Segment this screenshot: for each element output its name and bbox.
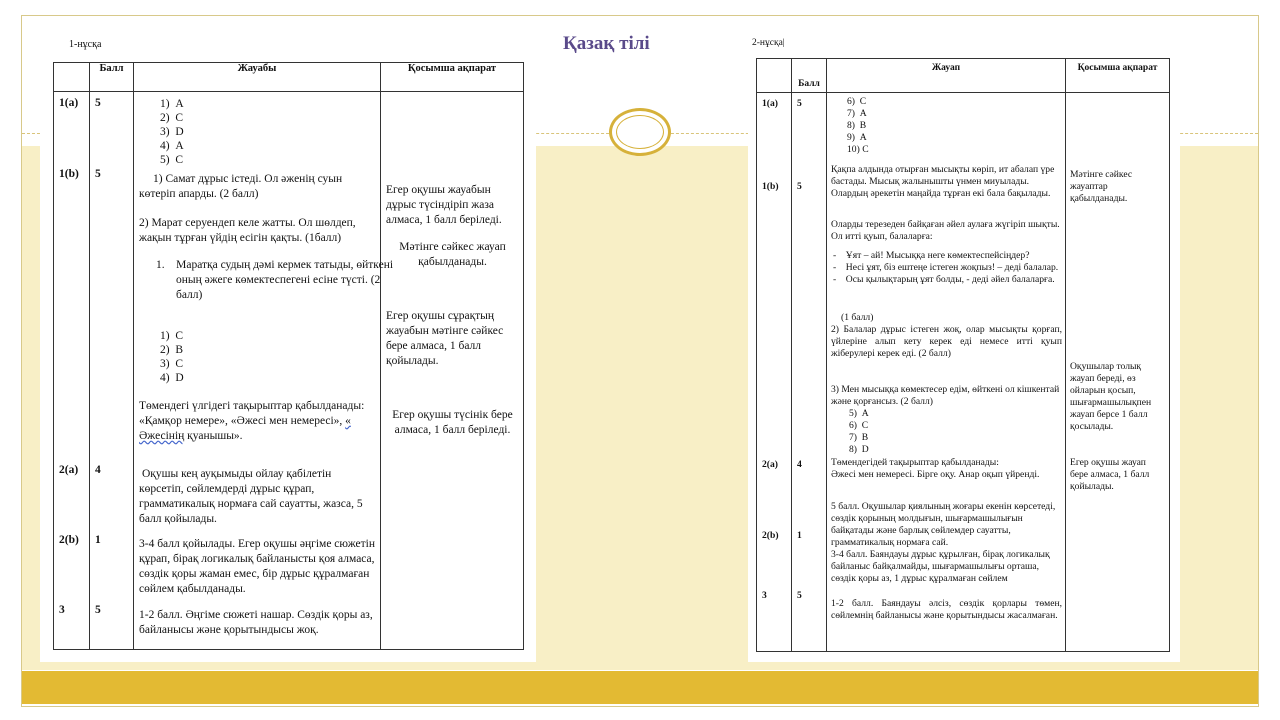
answer-text: 1) Самат дұрыс істеді. Ол әженің суын көтеріп апарды. (2 балл) <box>139 173 343 200</box>
ornament-ring <box>609 108 671 156</box>
list-item: 5) A <box>849 408 869 419</box>
list-item: 2) B <box>160 344 184 356</box>
header-cell: Қосымша ақпарат <box>381 63 524 92</box>
topics-text: Төмендегі үлгідегі тақырыптар қабылданады: «Қамқор немере», «Әжесі мен немересі», « Әжесінің қуанышы». <box>139 400 365 442</box>
points: 5 <box>797 181 802 192</box>
extra-info: Мәтінге сәйкес жауаптар қабылданады. <box>1070 169 1133 204</box>
rubric-text: 1-2 балл. Баяндауы әлсіз, сөздік қорлары төмен, сөйлемнің байланысы және қорытындысы жасалмаған. <box>831 598 1062 621</box>
answer-list-2 <box>160 329 184 385</box>
list-item: 6) C <box>847 96 867 107</box>
answer-text: 1. Маратқа судың дәмі кермек татыды, өйткені оның әжеге көмектеспегені есіне түсті. (2 балл) <box>156 259 394 301</box>
points: 5 <box>95 604 101 616</box>
list-item: - Несі ұят, біз ештеңе істеген жоқпыз! – деді балалар. <box>833 261 1059 273</box>
list-item: 8) D <box>849 444 869 455</box>
list-item: 9) A <box>847 132 867 143</box>
list-item: 10) C <box>847 144 869 155</box>
extra-info-column <box>381 92 524 650</box>
answer-table-1 <box>53 62 524 650</box>
header-cell: Балл <box>792 59 827 93</box>
task-id-column <box>54 92 90 650</box>
extra-info: Оқушылар толық жауап береді, өз ойларын қосып, шығармашылықпен жауап берсе 1 балл қосылады. <box>1070 361 1152 432</box>
task-id: 3 <box>59 604 65 616</box>
points-column <box>90 92 134 650</box>
extra-info: Егер оқушы сұрақтың жауабын мәтінге сәйкес бере алмаса, 1 балл қойылады. <box>386 310 504 367</box>
header-cell: Балл <box>90 63 134 92</box>
variant-label: 1-нұсқа <box>69 39 102 50</box>
footer-bar <box>22 671 1258 704</box>
task-id: 2(a) <box>59 464 79 476</box>
answer-list-1 <box>847 96 869 156</box>
list-item: 1) C <box>160 330 184 342</box>
list-item: 4) D <box>160 372 184 384</box>
extra-info: Егер оқушы жауап бере алмаса, 1 балл қойылады. <box>1070 457 1150 492</box>
task-id: 2(b) <box>59 534 79 546</box>
answer-table-2 <box>756 58 1170 652</box>
points: 5 <box>797 98 802 109</box>
list-item: 8) B <box>847 120 867 131</box>
header-cell: Жауап <box>827 59 1066 93</box>
task-id: 1(b) <box>762 181 779 192</box>
answers-column <box>827 93 1066 652</box>
answer-text: Оларды терезеден байқаған әйел аулаға жүгіріп шықты. Ол итті қуып, балаларға: <box>831 219 1060 242</box>
answer-text: Қақпа алдында отырған мысықты көріп, ит абалап үре бастады. Мысық жалынышты үнмен миуылады. Олардың әрекетін маңайда тұрған екі бала бақылады. <box>831 164 1055 199</box>
answer-list-2 <box>849 408 869 456</box>
list-item: 7) B <box>849 432 869 443</box>
task-id: 2(b) <box>762 530 779 541</box>
task-id: 3 <box>762 590 767 601</box>
task-id: 1(b) <box>59 168 79 180</box>
extra-info-column <box>1066 93 1170 652</box>
extra-info: Егер оқушы түсінік бере алмаса, 1 балл беріледі. <box>392 409 513 436</box>
points: 4 <box>95 464 101 476</box>
extra-info: Мәтінге сәйкес жауап қабылданады. <box>399 241 506 268</box>
list-item: 4) A <box>160 140 184 152</box>
topics-text: Төмендегідей тақырыптар қабылданады: Әжесі мен немересі. Бірге оқу. Анар оқып үйренді. <box>831 457 1040 480</box>
list-item: 2) C <box>160 112 184 124</box>
page-title: Қазақ тілі <box>563 33 650 54</box>
header-cell <box>757 59 792 93</box>
list-item: 7) A <box>847 108 867 119</box>
answer-page-2 <box>748 30 1180 662</box>
variant-label: 2-нұсқа| <box>752 38 785 48</box>
rubric-text: 5 балл. Оқушылар қиялының жоғары екенін көрсетеді, сөздік қорының молдығын, шығармашылығын байқатады және барлық сөйлемдер сауатты, грамматикалық нормаға сай. <box>831 501 1056 548</box>
task-id-column <box>757 93 792 652</box>
answers-column <box>134 92 394 650</box>
header-cell: Қосымша ақпарат <box>1066 59 1170 93</box>
extra-info: Егер оқушы жауабын дұрыс түсіндіріп жаза алмаса, 1 балл беріледі. <box>386 184 502 226</box>
task-id: 2(a) <box>762 459 778 470</box>
points: 4 <box>797 459 802 470</box>
list-item: 3) D <box>160 126 184 138</box>
task-id: 1(a) <box>59 97 79 109</box>
points: 1 <box>95 534 101 546</box>
list-item: 3) C <box>160 358 184 370</box>
points: 1 <box>797 530 802 541</box>
list-item: 1) A <box>160 98 184 110</box>
points: 5 <box>95 168 101 180</box>
answer-text: 2) Марат серуендеп келе жатты. Ол шөлдеп, жақын тұрған үйдің есігін қақты. (1балл) <box>139 217 356 244</box>
points: 5 <box>797 590 802 601</box>
rubric-text: 3-4 балл қойылады. Егер оқушы әңгіме сюжетін құрап, бірақ логикалық байланысты қоя алмаса, сөздік қоры жаман емес, бір дұрыс құралмаған сөйлем қабылданады. <box>139 538 375 595</box>
task-id: 1(a) <box>762 98 778 109</box>
list-item: 6) C <box>849 420 869 431</box>
dialog-list <box>833 250 1061 286</box>
rubric-text: 3-4 балл. Баяндауы дұрыс құрылған, бірақ логикалық байланыс байқалмайды, шығармашылығы орташа, сөздік қоры аз, 1 дұрыс құралмаған сөйлем <box>831 549 1050 584</box>
answer-text: 3) Мен мысыққа көмектесер едім, өйткені ол кішкентай және қорғансыз. (2 балл) <box>831 384 1060 407</box>
points: 5 <box>95 97 101 109</box>
score-note: (1 балл) <box>841 312 874 323</box>
points-column <box>792 93 827 652</box>
answer-list-1 <box>160 97 184 167</box>
answer-text: 2) Балалар дұрыс істеген жоқ, олар мысықты қорғап, үйлеріне алып кету керек еді немесе итті қуып жіберулері керек еді. (2 балл) <box>831 324 1062 359</box>
list-item: - Ұят – ай! Мысыққа неге көмектеспейсіңдер? <box>833 250 1030 261</box>
rubric-text: 1-2 балл. Әңгіме сюжеті нашар. Сөздік қоры аз, байланысы және қорытындысы жоқ. <box>139 609 373 636</box>
header-cell <box>54 63 90 92</box>
rubric-text: Оқушы кең ауқымыды ойлау қабілетін көрсетіп, сөйлемдерді дұрыс құрап, грамматикалық нормаға сай сауатты, жазса, 5 балл қойылады. <box>139 468 363 525</box>
list-item: - Осы қылықтарың ұят болды, - деді әйел балаларға. <box>833 273 1055 285</box>
answer-page-1 <box>40 30 536 662</box>
header-cell: Жауабы <box>134 63 381 92</box>
list-item: 5) C <box>160 154 184 166</box>
